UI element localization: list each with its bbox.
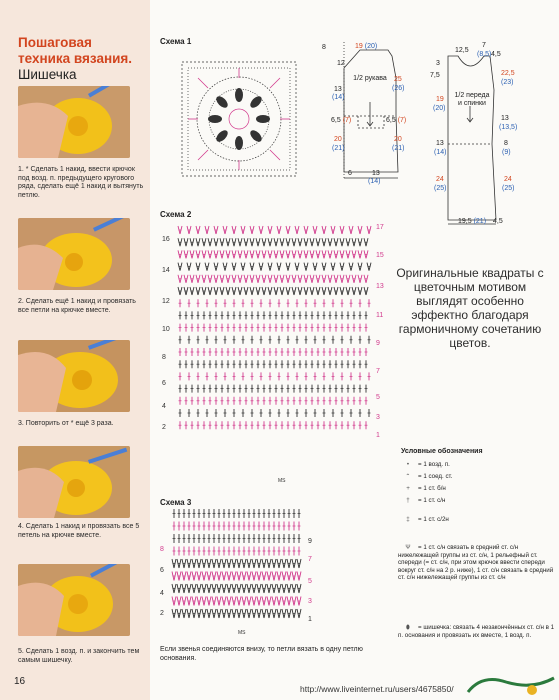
scheme2-row-10: 10 bbox=[162, 326, 170, 333]
scheme3-row-8: 8 bbox=[160, 546, 164, 553]
stitch-row bbox=[179, 360, 368, 368]
body-l7: 24 bbox=[436, 176, 444, 183]
stitch-row bbox=[173, 534, 301, 543]
watermark-logo bbox=[462, 672, 559, 700]
scheme2-row-2: 2 bbox=[162, 424, 166, 431]
body-label: 1/2 переда и спинки bbox=[454, 92, 490, 107]
stitch-row bbox=[178, 238, 368, 246]
scheme1-title: Схема 1 bbox=[160, 37, 192, 46]
body-r8: (25) bbox=[502, 185, 515, 192]
sleeve-mid-r-value: 6,5 bbox=[386, 117, 396, 124]
scheme2-row-13: 13 bbox=[376, 283, 384, 290]
scheme3-row-4: 4 bbox=[160, 590, 164, 597]
stitch-row bbox=[172, 609, 301, 618]
body-l5: 13 bbox=[436, 140, 444, 147]
body-l1: 3 bbox=[436, 60, 440, 67]
body-l2: 7,5 bbox=[430, 72, 440, 79]
sleeve-mid-l bbox=[331, 117, 351, 124]
left-title-text: Пошаговая техника вязания. bbox=[18, 35, 133, 66]
sleeve-right-a: 25 bbox=[394, 76, 402, 83]
legend-text-2: = 1 ст. б/н bbox=[418, 485, 446, 492]
step-by-step-column bbox=[0, 0, 150, 700]
legend-item-group bbox=[398, 544, 556, 582]
scheme2-row-17: 17 bbox=[376, 224, 384, 231]
legend-sym-6: ⬮ bbox=[406, 624, 410, 631]
stitch-row bbox=[172, 584, 301, 593]
stitch-row bbox=[179, 372, 371, 380]
left-title bbox=[18, 35, 146, 83]
stitch-row bbox=[172, 597, 301, 606]
sleeve-low-l: 20 bbox=[334, 136, 342, 143]
legend-sym-2: + bbox=[406, 485, 410, 492]
sleeve-bot-b2: (14) bbox=[368, 178, 381, 185]
sleeve-h-a: 12 bbox=[337, 60, 345, 67]
stitch-row bbox=[172, 572, 301, 581]
watermark-url: http://www.liveinternet.ru/users/4675850/ bbox=[300, 684, 454, 694]
sleeve-mid-l-value: 6,5 bbox=[331, 117, 341, 124]
sleeve-right-a2: (26) bbox=[392, 85, 405, 92]
sleeve-top-a2: (20) bbox=[364, 43, 378, 50]
scheme3-row-7: 7 bbox=[308, 556, 312, 563]
scheme3-row-9: 9 bbox=[308, 538, 312, 545]
sleeve-bot-b: 13 bbox=[372, 170, 380, 177]
page-number: 16 bbox=[14, 676, 26, 687]
step-caption-1: 1. * Сделать 1 накид, ввести крючок под возд. п. предыдущего кругового ряда, сделать ещё 1 накид и вытянуть петлю. bbox=[18, 166, 144, 199]
sleeve-low-r2: (21) bbox=[392, 145, 405, 152]
scheme3-row-1: 1 bbox=[308, 616, 312, 623]
sleeve-low-r: 20 bbox=[394, 136, 402, 143]
legend-item-chain bbox=[398, 461, 556, 469]
scheme2-title: Схема 2 bbox=[160, 210, 192, 219]
stitch-row bbox=[179, 348, 368, 356]
scheme2-row-5: 5 bbox=[376, 394, 380, 401]
step-caption-2: 2. Сделать ещё 1 накид и провязать все петли на крючке вместе. bbox=[18, 298, 136, 314]
stitch-row bbox=[178, 226, 371, 234]
stitch-row bbox=[179, 324, 368, 332]
scheme2-row-14: 14 bbox=[162, 267, 170, 274]
legend-sym-1: ⌃ bbox=[405, 473, 411, 480]
legend-text-0: = 1 возд. п. bbox=[418, 461, 450, 468]
body-r2: (23) bbox=[501, 79, 514, 86]
scheme2-row-3: 3 bbox=[376, 414, 380, 421]
legend-item-tr bbox=[398, 516, 556, 524]
step-caption-4: 4. Сделать 1 накид и провязать все 5 петель на крючке вместе. bbox=[18, 523, 140, 539]
legend-item-sc bbox=[398, 485, 556, 493]
legend-item-dc bbox=[398, 497, 556, 505]
stitch-row bbox=[173, 522, 301, 531]
sleeve-low-l2: (21) bbox=[332, 145, 345, 152]
scheme2-row-4: 4 bbox=[162, 403, 166, 410]
scheme2-row-15: 15 bbox=[376, 252, 384, 259]
legend-text-4: = 1 ст. с/2н bbox=[418, 516, 449, 523]
scheme2-row-9: 9 bbox=[376, 340, 380, 347]
step-photo-2 bbox=[18, 218, 130, 290]
description-text: Оригинальные квадраты с цветочным мотивом выглядят особенно эффектно благодаря гармоничному сочетанию цветов. bbox=[396, 266, 544, 350]
sleeve-top-a: 19 bbox=[355, 43, 363, 50]
body-b1-value: 19,5 bbox=[458, 218, 472, 225]
step-photo-4 bbox=[18, 446, 130, 518]
body-l3: 19 bbox=[436, 96, 444, 103]
legend-text-1: = 1 соед. ст. bbox=[418, 473, 453, 480]
body-t4: 4,5 bbox=[491, 51, 501, 58]
scheme3-title: Схема 3 bbox=[160, 498, 192, 507]
scheme2-row-6: 6 bbox=[162, 380, 166, 387]
stitch-row bbox=[172, 559, 301, 568]
sleeve-mid-r-alt: (7) bbox=[397, 117, 407, 124]
body-l8: (25) bbox=[434, 185, 447, 192]
body-r6: (9) bbox=[502, 149, 511, 156]
stitch-row bbox=[178, 263, 371, 271]
body-r1: 22,5 bbox=[501, 70, 515, 77]
sleeve-mid-l-alt: (7) bbox=[342, 117, 352, 124]
scheme3-row-2: 2 bbox=[160, 610, 164, 617]
scheme2-row-8: 8 bbox=[162, 354, 166, 361]
body-l6: (14) bbox=[434, 149, 447, 156]
body-t1: 12,5 bbox=[455, 47, 469, 54]
legend-text-6: = шишечка: связать 4 незакончённых ст. с/н в 1 п. основания и провязать их вместе, 1 возд. п. bbox=[398, 624, 555, 639]
body-b1 bbox=[458, 218, 486, 225]
stitch-row bbox=[179, 385, 368, 393]
body-b2: (21) bbox=[473, 218, 487, 225]
legend-sym-3: † bbox=[406, 497, 410, 504]
sleeve-bot-a: 6 bbox=[348, 170, 352, 177]
scheme3-ms: MS bbox=[238, 630, 246, 636]
stitch-row bbox=[179, 397, 368, 405]
scheme2-ms: MS bbox=[278, 478, 286, 484]
stitch-row bbox=[179, 421, 368, 429]
scheme3-row-3: 3 bbox=[308, 598, 312, 605]
sleeve-left-a2: (14) bbox=[332, 94, 345, 101]
legend-sym-5: Ψ bbox=[405, 544, 411, 551]
legend-title: Условные обозначения bbox=[401, 448, 483, 455]
step-caption-3: 3. Повторить от * ещё 3 раза. bbox=[18, 420, 114, 427]
legend-text-5: = 1 ст. с/н связать в средний ст. с/н нижележащей группы из ст. с/н, 1 рельефный ст. спереди (= ст. с/н, при этом крючок ввести спереди вокруг ст. с/н на 2 р. ниже), 1 ст. с/н связать в средний ст. с/н нижележащей группы из ст. с/н bbox=[398, 544, 554, 582]
scheme1-diagram bbox=[178, 58, 300, 180]
scheme2-row-7: 7 bbox=[376, 368, 380, 375]
body-t3: (8,5) bbox=[477, 51, 492, 58]
body-l4: (20) bbox=[433, 105, 446, 112]
step-photo-1 bbox=[18, 86, 130, 158]
body-pattern-shape bbox=[440, 46, 500, 230]
legend-item-bobble bbox=[398, 624, 556, 639]
sleeve-label: 1/2 рукава bbox=[353, 75, 387, 82]
stitch-row bbox=[178, 250, 368, 258]
scheme3-row-5: 5 bbox=[308, 578, 312, 585]
step-photo-5 bbox=[18, 564, 130, 636]
legend-sym-4: ‡ bbox=[406, 516, 410, 523]
body-r3: 13 bbox=[501, 115, 509, 122]
scheme2-row-1: 1 bbox=[376, 432, 380, 439]
scheme2-row-16: 16 bbox=[162, 236, 170, 243]
scheme3-diagram bbox=[170, 508, 304, 634]
scheme2-row-11: 11 bbox=[376, 312, 384, 319]
scheme-note: Если звенья соединяются внизу, то петли вязать в одну петлю основания. bbox=[160, 646, 363, 662]
stitch-row bbox=[179, 409, 371, 417]
body-r5: 8 bbox=[504, 140, 508, 147]
sleeve-left-a: 13 bbox=[334, 86, 342, 93]
legend-text-3: = 1 ст. с/н bbox=[418, 497, 446, 504]
stitch-row bbox=[179, 299, 371, 307]
sleeve-dim-top bbox=[355, 43, 377, 50]
stitch-row bbox=[173, 509, 301, 518]
legend-sym-0: • bbox=[406, 461, 410, 468]
body-t2: 7 bbox=[482, 42, 486, 49]
stitch-row bbox=[178, 287, 368, 295]
sleeve-mid-r bbox=[386, 117, 406, 124]
scheme3-row-6: 6 bbox=[160, 567, 164, 574]
stitch-row bbox=[179, 336, 371, 344]
scheme2-row-12: 12 bbox=[162, 298, 170, 305]
body-b3: 4,5 bbox=[493, 218, 503, 225]
legend-item-slip bbox=[398, 473, 556, 481]
sleeve-h-b: 8 bbox=[322, 44, 326, 51]
stitch-row bbox=[178, 275, 368, 283]
left-subtitle: Шишечка bbox=[18, 67, 77, 82]
body-r7: 24 bbox=[504, 176, 512, 183]
step-caption-5: 5. Сделать 1 возд. п. и закончить тем самым шишечку. bbox=[18, 648, 140, 664]
step-photo-3 bbox=[18, 340, 130, 412]
scheme2-diagram bbox=[176, 222, 372, 440]
body-r4: (13,5) bbox=[499, 124, 518, 131]
stitch-row bbox=[179, 311, 368, 319]
stitch-row bbox=[173, 547, 301, 556]
